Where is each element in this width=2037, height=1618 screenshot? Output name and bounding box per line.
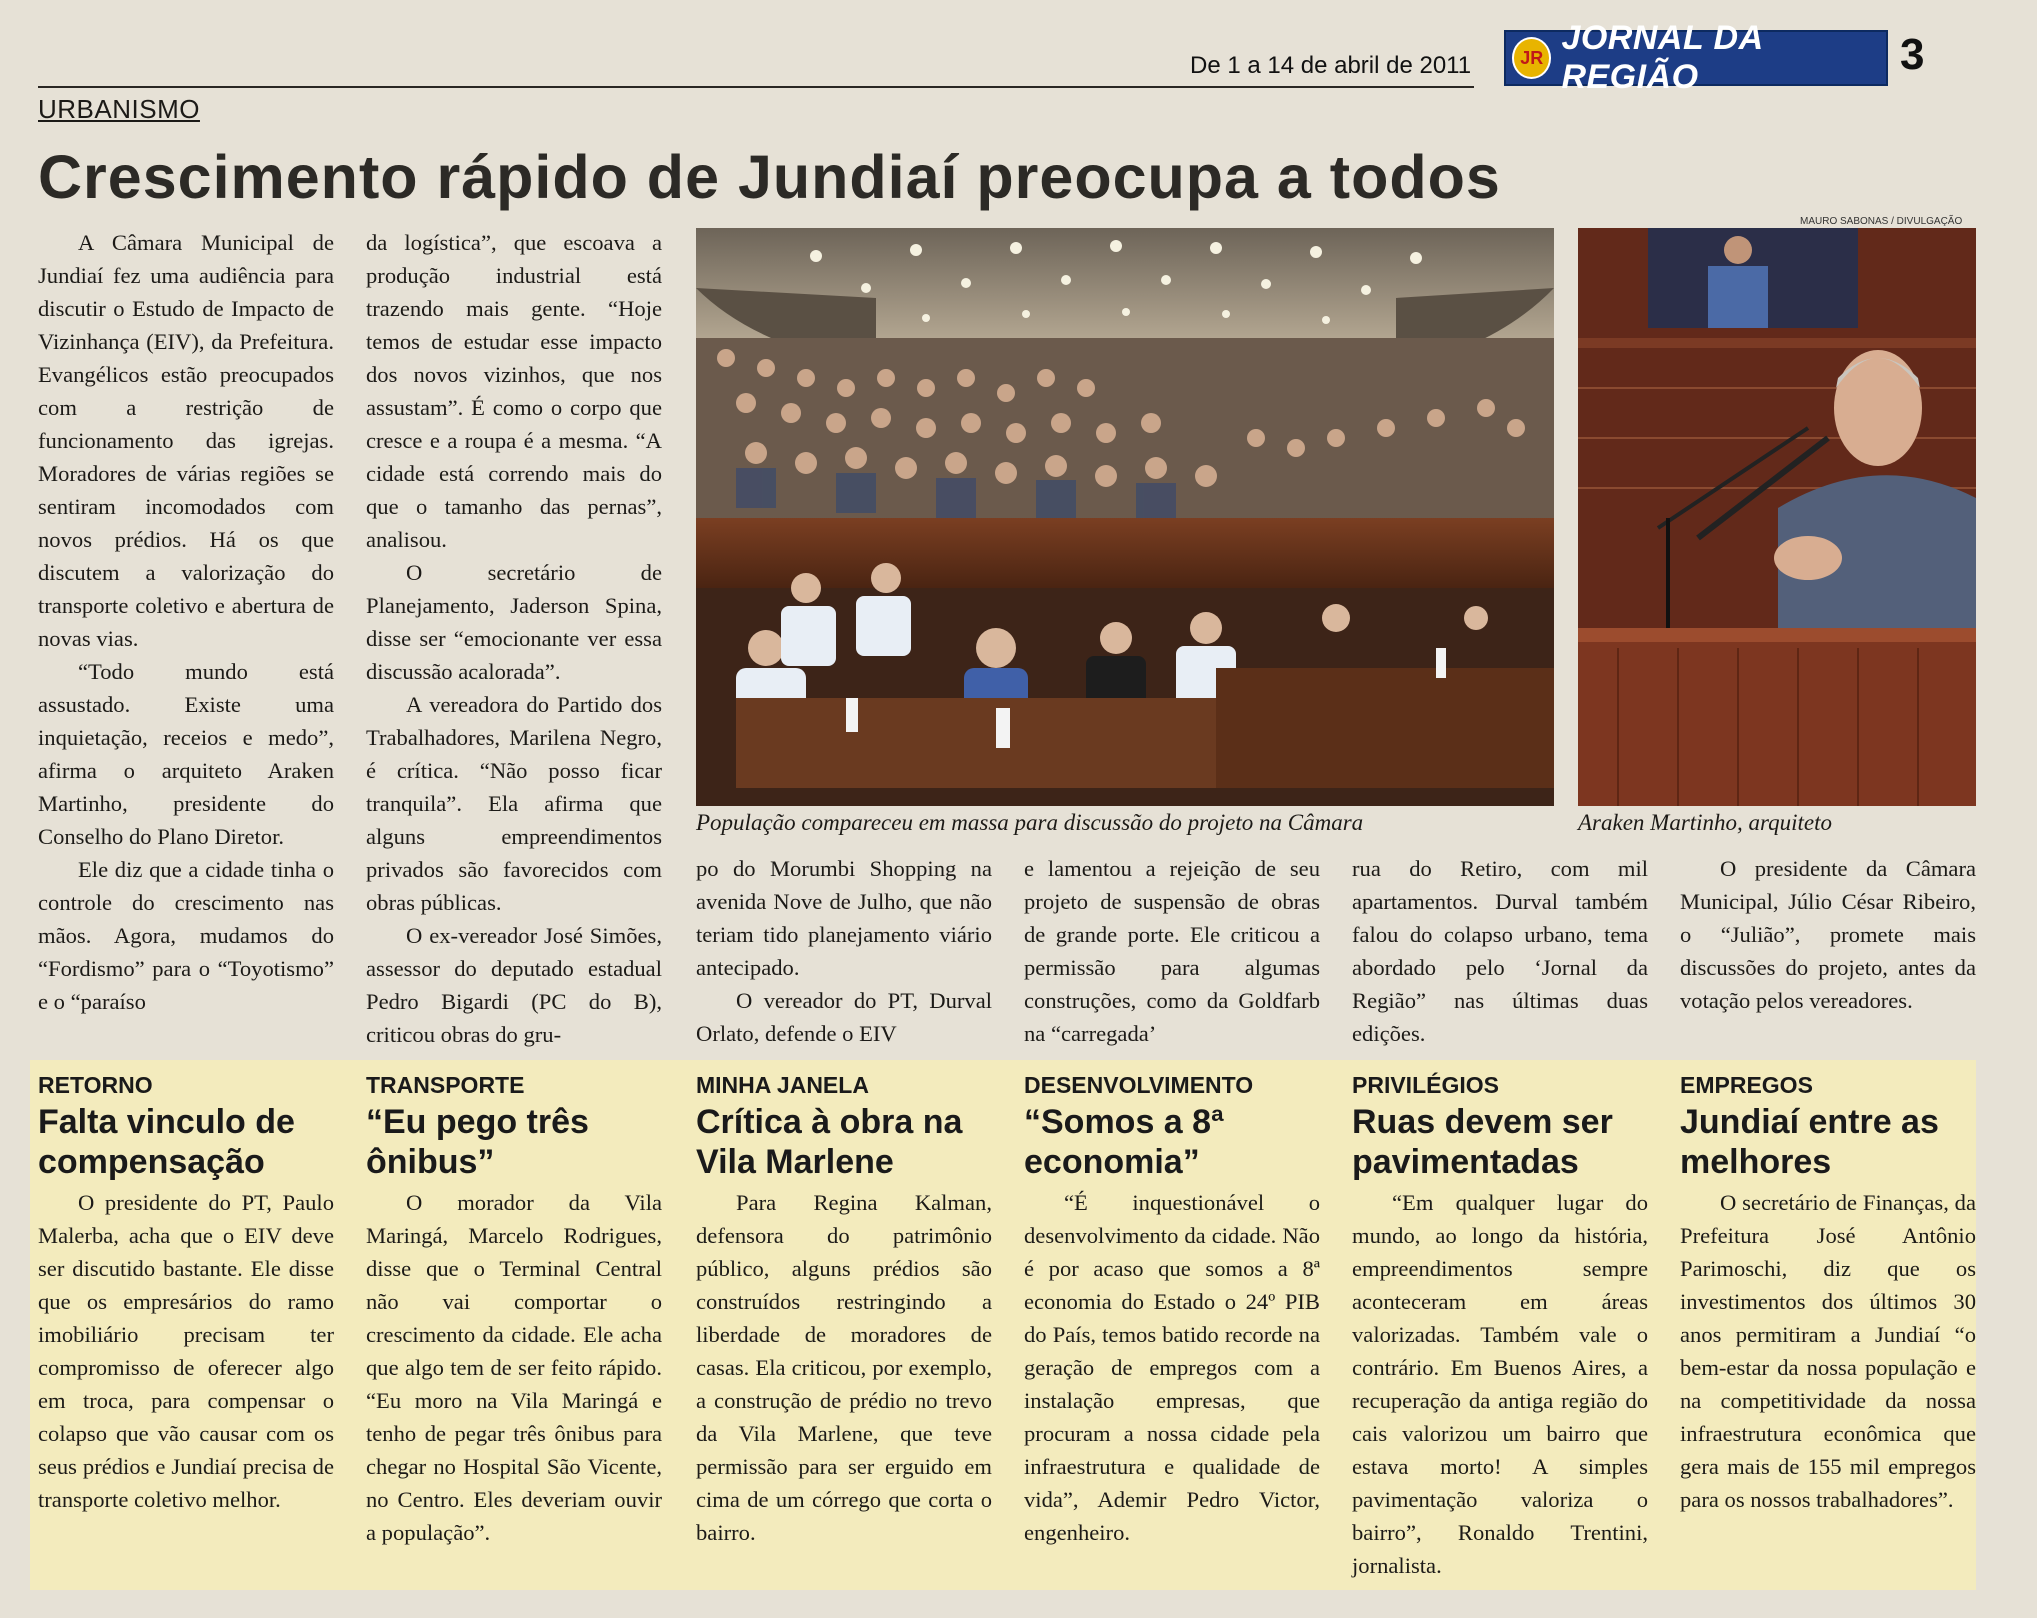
- paragraph: O ex-vereador José Simões, assessor do deputado estadual Pedro Bigardi (PC do B), criticou obras do gru-: [366, 923, 662, 1047]
- logo-text: JORNAL DA REGIÃO: [1561, 19, 1763, 96]
- article-column-6: [1680, 852, 1976, 1017]
- article-column-5: [1352, 852, 1648, 1050]
- article-column-2: [366, 226, 662, 1051]
- paragraph: O vereador do PT, Durval Orlato, defende o EIV: [696, 988, 992, 1046]
- article-column-3: [696, 852, 992, 1050]
- paragraph: “É inquestionável o desenvolvimento da cidade. Não é por acaso que somos a 8ª economia do Estado o 24º PIB do País, temos batido recorde na geração de empregos com a instalação empresas, que procuram a nossa cidade pela infraestrutura e qualidade de vida”, Ademir Pedro Victor, engenheiro.: [1024, 1190, 1320, 1545]
- article-column-1: [38, 226, 334, 1018]
- paragraph: po do Morumbi Shopping na avenida Nove de Julho, que não teriam tido planejamento viário antecipado.: [696, 856, 992, 980]
- paragraph: rua do Retiro, com mil apartamentos. Durval também falou do colapso urbano, tema abordado pelo ‘Jornal da Região” nas últimas duas edições.: [1352, 856, 1648, 1046]
- paragraph: O presidente do PT, Paulo Malerba, acha que o EIV deve ser discutido bastante. Ele disse que os empresários do ramo imobiliário precisam ter compromisso de oferecer algo em troca, para compensar o colapso que vão causar com os seus prédios e Jundiaí precisa de transporte coletivo melhor.: [38, 1190, 334, 1512]
- box-title: “Eu pego três ônibus”: [366, 1103, 589, 1181]
- box-title: Jundiaí entre as melhores: [1680, 1103, 1939, 1181]
- newspaper-logo: [1504, 19, 1888, 96]
- issue-date: De 1 a 14 de abril de 2011: [1190, 52, 1472, 79]
- headline: Crescimento rápido de Jundiaí preocupa a todos: [38, 143, 1501, 211]
- box-title: Falta vinculo de compensação: [38, 1103, 295, 1181]
- box-text: [1352, 1186, 1648, 1582]
- paragraph: A Câmara Municipal de Jundiaí fez uma audiência para discutir o Estudo de Impacto de Vizinhança (EIV), da Prefeitura. Evangélicos estão preocupados com a restrição de funcionamento das igrejas. Moradores de várias regiões se sentiram incomodados com novos prédios. Há os que discutem a valorização do transporte coletivo e abertura de novas vias.: [38, 230, 334, 651]
- paragraph: O morador da Vila Maringá, Marcelo Rodrigues, disse que o Terminal Central não vai comportar o crescimento da cidade. Ele acha que algo tem de ser feito rápido. “Eu moro na Vila Maringá e tenho de pegar três ônibus para chegar no Hospital São Vicente, no Centro. Eles deveriam ouvir a população”.: [366, 1190, 662, 1545]
- box-kicker: TRANSPORTE: [366, 1072, 525, 1098]
- paragraph: A vereadora do Partido dos Trabalhadores, Marilena Negro, é crítica. “Não posso ficar tranquila”. Ela afirma que alguns empreendimentos privados são favorecidos com obras públicas.: [366, 692, 662, 915]
- box-text: [1680, 1186, 1976, 1516]
- logo-mark-icon: JR: [1512, 37, 1551, 79]
- box-kicker: DESENVOLVIMENTO: [1024, 1072, 1254, 1098]
- box-text: [1024, 1186, 1320, 1549]
- photo-credit: MAURO SABONAS / DIVULGAÇÃO: [1800, 216, 1963, 227]
- paragraph: O secretário de Planejamento, Jaderson Spina, disse ser “emocionante ver essa discussão acalorada”.: [366, 560, 662, 684]
- header-rule: [38, 86, 1474, 88]
- paragraph: e lamentou a rejeição de seu projeto de suspensão de obras de grande porte. Ele criticou a permissão para algumas construções, como da Goldfarb na “carregada’: [1024, 856, 1320, 1046]
- box-text: [696, 1186, 992, 1549]
- box-kicker: EMPREGOS: [1680, 1072, 1813, 1098]
- box-title: Ruas devem ser pavimentadas: [1352, 1103, 1613, 1181]
- box-text: [366, 1186, 662, 1549]
- side-photo-caption: Araken Martinho, arquiteto: [1578, 810, 1833, 835]
- council-chamber-photo: [696, 228, 1554, 806]
- paragraph: “Em qualquer lugar do mundo, ao longo da história, empreendimentos sempre aconteceram em áreas valorizadas. Também vale o contrário. Em Buenos Aires, a recuperação da antiga região do cais valorizou um bairro que estava morto! A simples pavimentação valoriza o bairro”, Ronaldo Trentini, jornalista.: [1352, 1190, 1648, 1578]
- page-number: 3: [1900, 30, 1925, 79]
- paragraph: Ele diz que a cidade tinha o controle do crescimento nas mãos. Agora, mudamos do “Fordismo” para o “Toyotismo” e o “paraíso: [38, 857, 334, 1014]
- box-title: Crítica à obra na Vila Marlene: [696, 1103, 963, 1181]
- paragraph: “Todo mundo está assustado. Existe uma inquietação, receios e medo”, afirma o arquiteto Araken Martinho, presidente do Conselho do Plano Diretor.: [38, 659, 334, 849]
- main-photo-caption: População compareceu em massa para discussão do projeto na Câmara: [696, 810, 1364, 835]
- box-title: “Somos a 8ª economia”: [1024, 1103, 1224, 1181]
- article-column-4: [1024, 852, 1320, 1050]
- box-kicker: PRIVILÉGIOS: [1352, 1072, 1499, 1098]
- paragraph: da logística”, que escoava a produção industrial está trazendo mais gente. “Hoje temos de estudar esse impacto dos novos vizinhos, que nos assustam”. É como o corpo que cresce e a roupa é a mesma. “A cidade está correndo mais do que o tamanho das pernas”, analisou.: [366, 230, 662, 552]
- paragraph: Para Regina Kalman, defensora do patrimônio público, alguns prédios são construídos restringindo a liberdade de moradores de casas. Ela criticou, por exemplo, a construção de prédio no trevo da Vila Marlene, que teve permissão para ser erguido em cima de um córrego que corta o bairro.: [696, 1190, 992, 1545]
- section-label: URBANISMO: [38, 94, 200, 124]
- paragraph: O secretário de Finanças, da Prefeitura José Antônio Parimoschi, diz que os investimentos dos últimos 30 anos permitiram a Jundiaí “o bem-estar da nossa população e na competitividade da nossa infraestrutura econômica que gera mais de 155 mil empregos para os nossos trabalhadores”.: [1680, 1190, 1976, 1512]
- box-kicker: RETORNO: [38, 1072, 153, 1098]
- box-kicker: MINHA JANELA: [696, 1072, 869, 1098]
- box-text: [38, 1186, 334, 1516]
- paragraph: O presidente da Câmara Municipal, Júlio César Ribeiro, o “Julião”, promete mais discussões do projeto, antes da votação pelos vereadores.: [1680, 856, 1976, 1013]
- speaker-photo: [1578, 228, 1976, 806]
